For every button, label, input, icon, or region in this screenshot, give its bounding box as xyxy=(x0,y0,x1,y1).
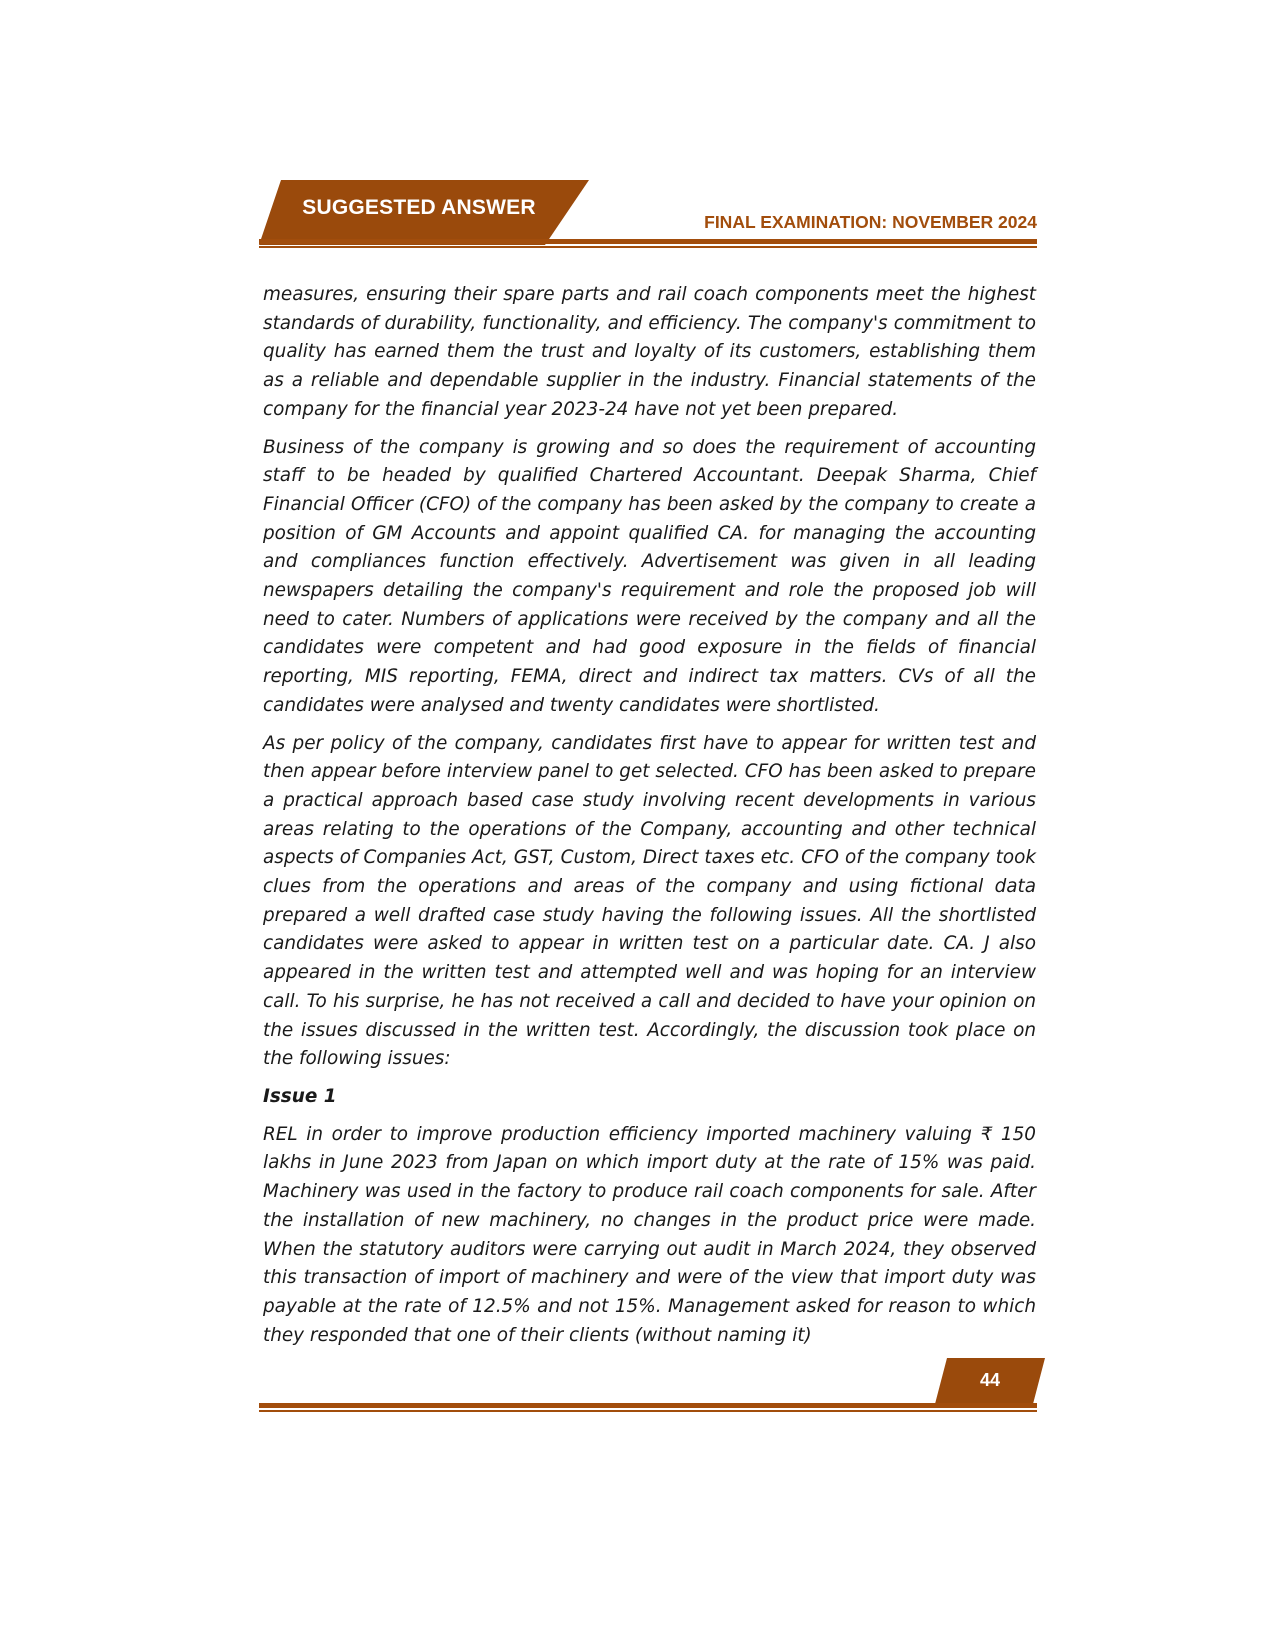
paragraph: measures, ensuring their spare parts and rail coach components meet the highest standards of durability, functionality, and efficiency. The company's commitment to quality has earned them the trust and loyalty of its customers, establishing them as a reliable and dependable supplier in the industry. Financial statements of the company for the financial year 2023-24 have not yet been prepared. xyxy=(263,284,1036,420)
footer-rule xyxy=(259,1403,1037,1408)
header-rule-thin xyxy=(259,246,1037,248)
document-body xyxy=(263,281,1036,1359)
page-number: 44 xyxy=(979,1370,1001,1390)
paragraph: As per policy of the company, candidates first have to appear for written test and then appear before interview panel to get selected. CFO has been asked to prepare a practical approach based case study involving recent developments in various areas relating to the operations of the Company, accounting and other technical aspects of Companies Act, GST, Custom, Direct taxes etc. CFO of the company took clues from the operations and areas of the company and using fictional data prepared a well drafted case study having the following issues. All the shortlisted candidates were asked to appear in written test on a particular date. CA. J also appeared in the written test and attempted well and was hoping for an interview call. To his surprise, he has not received a call and decided to have your opinion on the issues discussed in the written test. Accordingly, the discussion took place on the following issues: xyxy=(263,732,1036,1070)
footer-rule-thin xyxy=(259,1410,1037,1412)
header-badge-label: SUGGESTED ANSWER xyxy=(302,196,536,219)
issue-heading: Issue 1 xyxy=(263,1085,337,1107)
issue-paragraph: REL in order to improve production efficiency imported machinery valuing ₹ 150 lakhs in June 2023 from Japan on which import duty at the rate of 15% was paid. Machinery was used in the factory to produce rail coach components for sale. After the installation of new machinery, no changes in the product price were made. When the statutory auditors were carrying out audit in March 2024, they observed this transaction of import of machinery and were of the view that import duty was payable at the rate of 12.5% and not 15%. Management asked for reason to which they responded that one of their clients (without naming it) xyxy=(263,1123,1036,1346)
header-rule xyxy=(259,239,1037,244)
paragraph: Business of the company is growing and so does the requirement of accounting staff to be headed by qualified Chartered Accountant. Deepak Sharma, Chief Financial Officer (CFO) of the company has been asked by the company to create a position of GM Accounts and appoint qualified CA. for managing the accounting and compliances function effectively. Advertisement was given in all leading newspapers detailing the company's requirement and role the proposed job will need to cater. Numbers of applications were received by the company and all the candidates were competent and had good exposure in the fields of financial reporting, MIS reporting, FEMA, direct and indirect tax matters. CVs of all the candidates were analysed and twenty candidates were shortlisted. xyxy=(263,436,1036,716)
exam-title: FINAL EXAMINATION: NOVEMBER 2024 xyxy=(704,212,1037,232)
